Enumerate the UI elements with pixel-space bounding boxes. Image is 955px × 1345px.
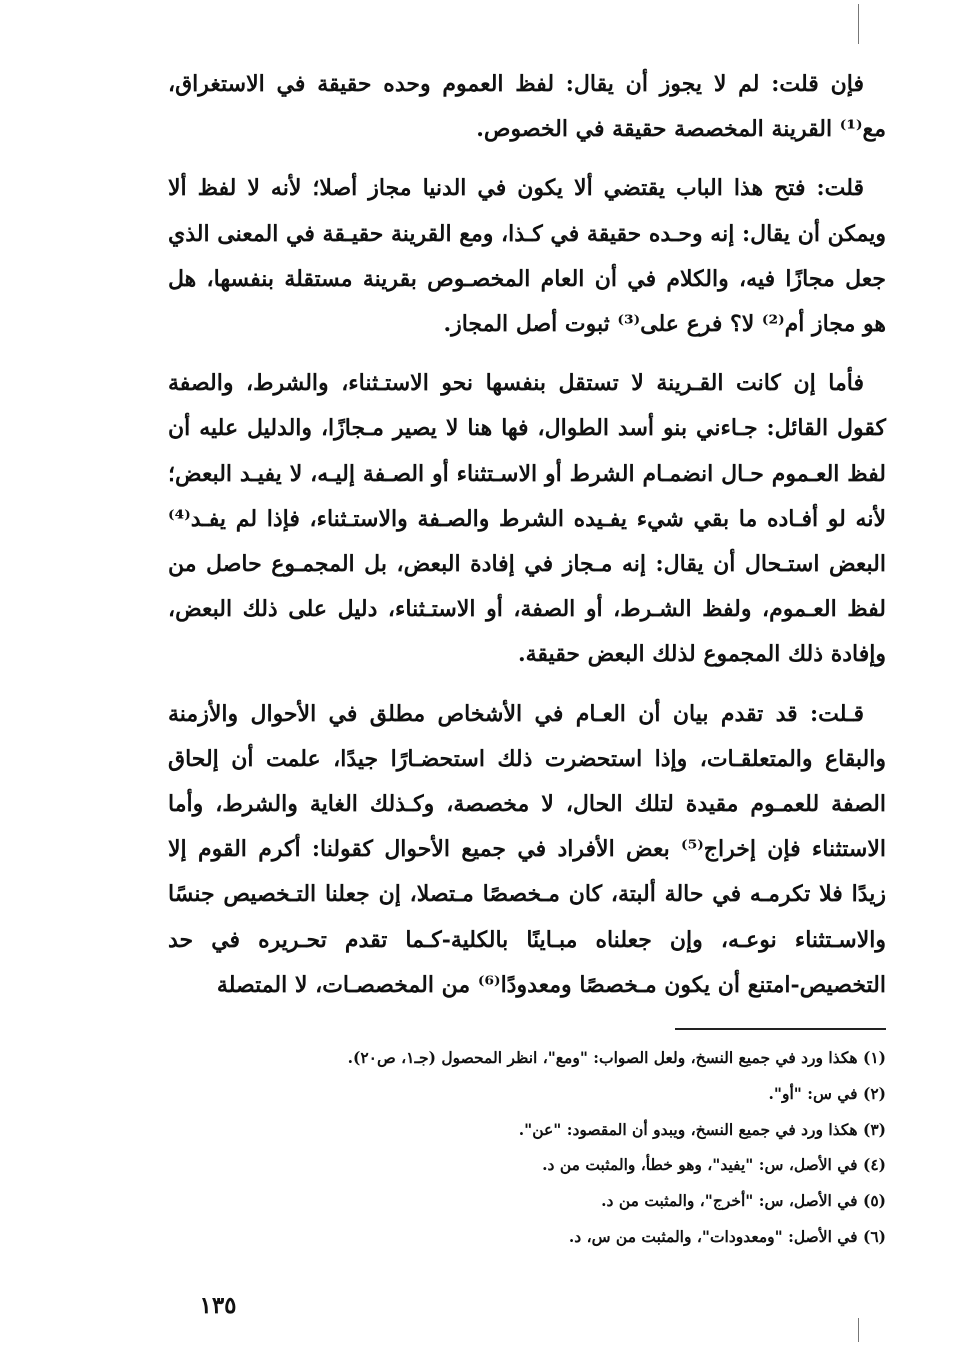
- paragraph-2: [168, 166, 886, 347]
- scan-mark: [858, 1318, 859, 1342]
- paragraph-2-lead: قلت:: [816, 175, 864, 202]
- footnote-3: (٣) هكذا ورد في جميع النسخ، ويبدو أن المقصود: "عن".: [518, 1119, 886, 1139]
- paragraph-1: [168, 62, 886, 152]
- scan-mark: [858, 4, 859, 44]
- footnotes: [168, 1040, 886, 1255]
- footnote-2: (٢) في س: "أو".: [768, 1083, 886, 1103]
- main-text: [168, 62, 886, 1022]
- paragraph-4: [168, 692, 886, 1008]
- paragraph-2-text: فتح هذا الباب يقتضي ألا يكون في الدنيا مجاز أصلا؛ لأنه لا لفظ ألا ويمكن أن يقال: إنه وحـده حقيقة في كـذا، ومع القرينة حقيـقة في المعنى الذي جعل مجازًا فيه، والكلام في أن العام المخصـوص بقرينة مستقلة بنفسها، هل هو مجاز أم⁽²⁾ لا؟ فرع على⁽³⁾ ثبوت أصل المجاز.: [168, 175, 886, 338]
- footnote-1: (١) هكذا ورد في جميع النسخ، ولعل الصواب: "ومع"، انظر المحصول (جـ١، ص٢٠).: [347, 1048, 886, 1067]
- paragraph-4-lead: قـلت:: [810, 700, 864, 727]
- footnote-5: (٥) في الأصل، س: "أخرج"، والمثبت من د.: [601, 1191, 886, 1211]
- paragraph-1-text: فإن قلت: لم لا يجوز أن يقال: لفظ العموم وحده حقيقة في الاستغراق، مع⁽¹⁾ القرينة المخصصة حقيقة في الخصوص.: [168, 71, 886, 143]
- paragraph-3-text: فأما إن كانت القـرينة لا تستقل بنفسها نحو الاستـثناء، والشرط، والصفة كقول القائل: جـاءني بنو أسد الطوال، فها هنا لا يصير مـجازًا، والدليل عليه أن لفظ العـموم حـال انضمـام الشرط أو الاسـتثناء أو الصـفة إليـه، لا يفيـد البعض؛ لأنه لو أفـاده ما بقي شيء يفـيده الشرط والصـفة والاستـثناء، فإذا لم يفـد⁽⁴⁾ البعض استـحال أن يقال: إنه مـجاز في إفادة البعض، بل المجمـوع حاصل من لفظ العـموم، ولفظ الشـرط، أو الصفة، أو الاستـثناء، دليل على ذلك البعض، وإفادة ذلك المجموع لذلك البعض حقيقة.: [168, 370, 886, 668]
- footnote-6: (٦) في الأصل: "ومعدودات"، والمثبت من س، د.: [568, 1226, 886, 1246]
- footnote-separator: [675, 1028, 886, 1030]
- paragraph-3: [168, 361, 886, 677]
- footnote-4: (٤) في الأصل، س: "يفيد"، وهو خطأ، والمثبت من د.: [542, 1155, 886, 1175]
- paragraph-4-text: قد تقدم بيان أن العـام في الأشخاص مطلق في الأحوال والأزمنة والبقاع والمتعلقـات، وإذا استحضرت ذلك استحضـارًا جيدًا، علمت أن إلحاق الصفة للعمـوم مقيدة لتلك الحال، لا مخصصة، وكـذلك الغاية والشرط، وأما الاستثناء فإن إخراج⁽⁵⁾ بعض الأفراد في جميع الأحوال كقولنا: أكرم القوم إلا زيدًا فلا تكرمـه في حالة ألبتة، كان مـخصصًا مـتصلا، إن جعلنا التـخصيص جنسًا والاسـتثناء نوعـه، وإن جعلناه مبـاينًا بالكلية-كـما تقدم تحـريره في حد التخصيص-امتنع أن يكون مـخصصًا ومعدودًا⁽⁶⁾ من المخصصـات، لا المتصلة: [168, 700, 886, 998]
- page-number: ١٣٥: [199, 1292, 237, 1319]
